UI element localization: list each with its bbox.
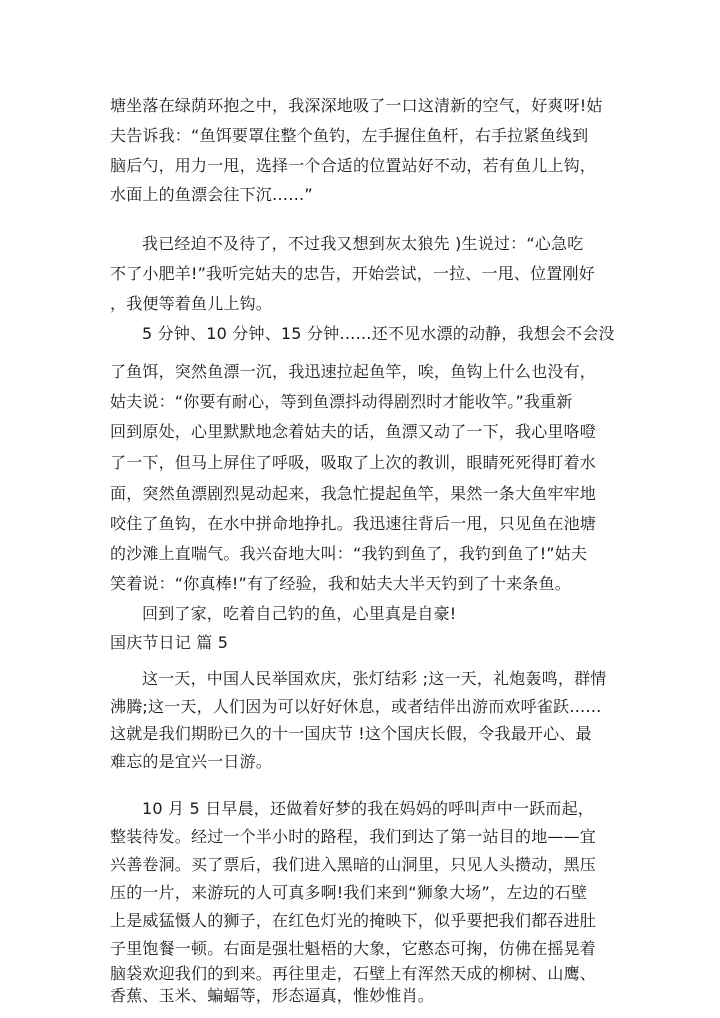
text-line: 这就是我们期盼已久的十一国庆节 !这个国庆长假，令我最开心、最	[110, 724, 592, 744]
text-line: 塘坐落在绿荫环抱之中，我深深地吸了一口这清新的空气，好爽呀!姑	[110, 96, 603, 115]
text-line: 难忘的是宜兴一日游。	[110, 752, 273, 772]
text-line: 兴善卷洞。买了票后，我们进入黑暗的山洞里，只见人头攒动，黑压	[110, 854, 597, 874]
text-line: 姑夫说：“你要有耐心，等到鱼漂抖动得剧烈时才能收竿。”我重新	[110, 392, 573, 411]
text-line: 脑后勺，用力一甩，选择一个合适的位置站好不动，若有鱼儿上钩，	[110, 156, 597, 175]
text-line: 了鱼饵，突然鱼漂一沉，我迅速拉起鱼竿，唉，鱼钩上什么也没有，	[110, 362, 597, 381]
text-line: 这一天，中国人民举国欢庆，张灯结彩 ;这一天，礼炮轰鸣，群情	[142, 669, 607, 689]
text-line: 整装待发。经过一个半小时的路程，我们到达了第一站目的地——宜	[110, 826, 597, 846]
text-line: 不了小肥羊!”我听完姑夫的忠告，开始尝试，一拉、一甩、位置刚好	[110, 264, 595, 283]
text-line: 回到原处，心里默默地念着姑夫的话，鱼漂又动了一下，我心里咯噔	[110, 422, 597, 441]
text-line: 脑袋欢迎我们的到来。再往里走，石壁上有浑然天成的柳树、山鹰、	[110, 963, 597, 983]
text-line: 了一下，但马上屏住了呼吸，吸取了上次的教训，眼睛死死得盯着水	[110, 453, 597, 472]
text-line: 的沙滩上直喘气。我兴奋地大叫：“我钓到鱼了，我钓到鱼了!”姑夫	[110, 544, 588, 563]
text-line: ，我便等着鱼儿上钩。	[110, 294, 273, 313]
text-line: 水面上的鱼漂会往下沉……”	[110, 185, 313, 204]
text-line: 上是威猛慑人的狮子，在红色灯光的掩映下，似乎要把我们都吞进肚	[110, 910, 597, 930]
text-line: 香蕉、玉米、蝙蝠等，形态逼真，惟妙惟肖。	[110, 986, 435, 1005]
text-line: 夫告诉我：“鱼饵要罩住整个鱼钓，左手握住鱼杆，右手拉紧鱼线到	[110, 126, 589, 145]
text-line: 面，突然鱼漂剧烈晃动起来，我急忙提起鱼竿，果然一条大鱼牢牢地	[110, 484, 597, 503]
text-line: 5 分钟、10 分钟、15 分钟……还不见水漂的动静，我想会不会没	[142, 324, 615, 343]
text-line: 咬住了鱼钩，在水中拼命地挣扎。我迅速往背后一甩，只见鱼在池塘	[110, 514, 597, 533]
text-line: 我已经迫不及待了，不过我又想到灰太狼先 )生说过：“心急吃	[142, 234, 584, 253]
text-line: 压的一片，来游玩的人可真多啊!我们来到“狮象大场”，左边的石壁	[110, 882, 588, 902]
text-line: 回到了家，吃着自己钓的鱼，心里真是自豪!	[142, 604, 457, 623]
text-line: 10 月 5 日早晨，还做着好梦的我在妈妈的呼叫声中一跃而起，	[142, 798, 594, 818]
section-heading: 国庆节日记 篇 5	[110, 633, 229, 652]
text-line: 笑着说：“你真棒!”有了经验，我和姑夫大半天钓到了十来条鱼。	[110, 574, 571, 593]
text-line: 沸腾;这一天，人们因为可以好好休息，或者结伴出游而欢呼雀跃……	[110, 697, 602, 717]
text-line: 子里饱餐一顿。右面是强壮魁梧的大象，它憨态可掬，仿佛在摇晃着	[110, 938, 597, 958]
